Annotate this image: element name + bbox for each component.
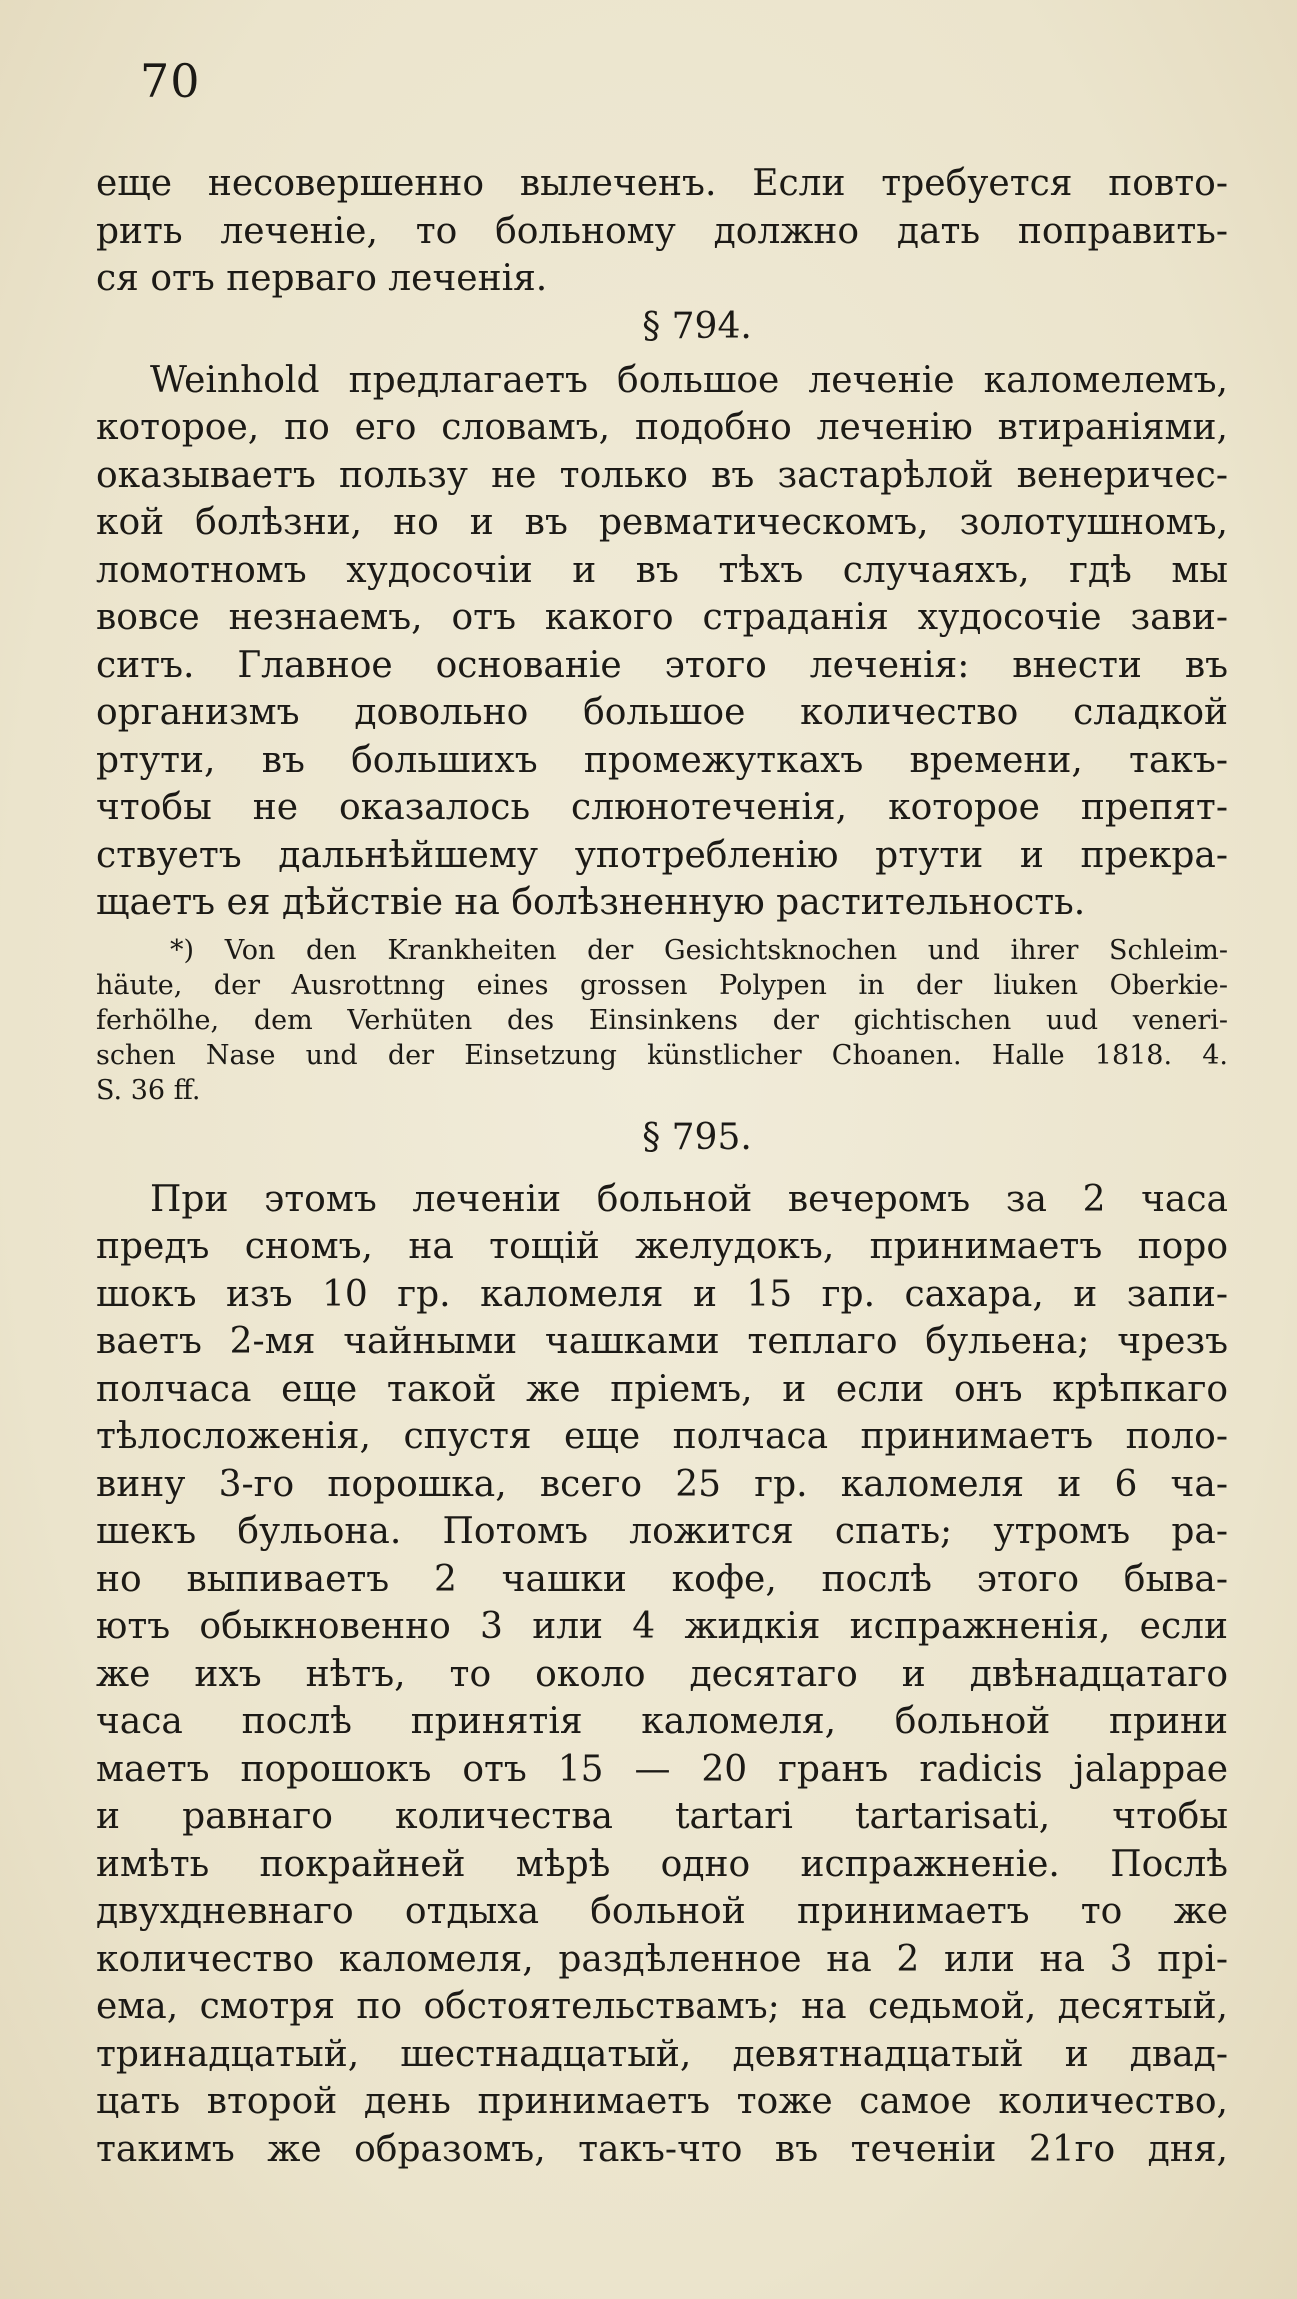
text-line: При этомъ леченіи больной вечеромъ за 2 часа xyxy=(150,1178,1228,1220)
footnote-line: häute, der Ausrottnng eines grossen Polypen in der liuken Oberkie- xyxy=(96,969,1228,1001)
text-line: ртути, въ большихъ промежуткахъ времени, такъ- xyxy=(96,739,1228,781)
text-line: но выпиваетъ 2 чашки кофе, послѣ этого быва- xyxy=(96,1558,1228,1600)
text-line: часа послѣ принятія каломеля, больной прини xyxy=(96,1701,1228,1742)
text-line: цать второй день принимаетъ тоже самое количество, xyxy=(96,2081,1228,2122)
footnote xyxy=(96,933,1228,1108)
text-line: организмъ довольно большое количество сладкой xyxy=(96,692,1228,733)
text-line: такимъ же образомъ, такъ-что въ теченіи 21го дня, xyxy=(96,2128,1228,2170)
text-line: и равнаго количества tartari tartarisati, чтобы xyxy=(96,1796,1228,1837)
section-heading-794: § 794. xyxy=(642,305,752,347)
text-line: ствуетъ дальнѣйшему употребленію ртути и прекра- xyxy=(96,834,1228,876)
text-line: ся отъ перваго леченія. xyxy=(96,258,548,299)
footnote-line: *) Von den Krankheiten der Gesichtsknochen und ihrer Schleim- xyxy=(170,934,1228,966)
text-line: оказываетъ пользу не только въ застарѣлой венеричес- xyxy=(96,454,1228,496)
text-line: ломотномъ худосочіи и въ тѣхъ случаяхъ, гдѣ мы xyxy=(96,549,1228,591)
paragraph-continuation xyxy=(96,160,1228,303)
section-795-text xyxy=(96,1176,1228,2174)
text-line: которое, по его словамъ, подобно леченію втираніями, xyxy=(96,407,1228,448)
text-line: количество каломеля, раздѣленное на 2 или на 3 прі- xyxy=(96,1938,1228,1980)
section-heading-795: § 795. xyxy=(642,1116,752,1158)
text-line: ютъ обыкновенно 3 или 4 жидкія испражненія, если xyxy=(96,1606,1228,1647)
text-line: ема, смотря по обстоятельствамъ; на седьмой, десятый, xyxy=(96,1986,1228,2027)
text-line: кой болѣзни, но и въ ревматическомъ, золотушномъ, xyxy=(96,502,1228,543)
page-number: 70 xyxy=(140,54,201,108)
footnote-line: schen Nase und der Einsetzung künstlicher Choanen. Halle 1818. 4. xyxy=(96,1039,1228,1071)
text-line: маетъ порошокъ отъ 15 — 20 гранъ radicis jalappae xyxy=(96,1748,1228,1790)
section-794-text xyxy=(96,357,1228,927)
footnote-line: ferhölhe, dem Verhüten des Einsinkens der gichtischen uud veneri- xyxy=(96,1004,1228,1036)
text-line: тринадцатый, шестнадцатый, девятнадцатый и двад- xyxy=(96,2033,1228,2075)
page-content xyxy=(96,160,1228,2173)
text-line: же ихъ нѣтъ, то около десятаго и двѣнадцатаго xyxy=(96,1653,1228,1695)
text-line: ваетъ 2-мя чайными чашками теплаго бульена; чрезъ xyxy=(96,1321,1228,1362)
text-line: двухдневнаго отдыха больной принимаетъ то же xyxy=(96,1891,1228,1932)
text-line: полчаса еще такой же пріемъ, и если онъ крѣпкаго xyxy=(96,1368,1228,1410)
text-line: тѣлосложенія, спустя еще полчаса принимаетъ поло- xyxy=(96,1416,1228,1457)
text-line: Weinhold предлагаетъ большое леченіе каломелемъ, xyxy=(150,359,1228,401)
text-line: ситъ. Главное основаніе этого леченія: внести въ xyxy=(96,644,1228,686)
text-line: рить леченіе, то больному должно дать поправить- xyxy=(96,210,1228,252)
text-line: еще несовершенно вылеченъ. Если требуется повто- xyxy=(96,163,1228,204)
text-line: шекъ бульона. Потомъ ложится спать; утромъ ра- xyxy=(96,1511,1228,1552)
text-line: вовсе незнаемъ, отъ какого страданія худосочіе зави- xyxy=(96,597,1228,638)
text-line: чтобы не оказалось слюнотеченія, которое препят- xyxy=(96,787,1228,828)
text-line: предъ сномъ, на тощій желудокъ, принимаетъ поро xyxy=(96,1226,1228,1267)
text-line: щаетъ ея дѣйствіе на болѣзненную растительность. xyxy=(96,882,1086,923)
text-line: имѣть покрайней мѣрѣ одно испражненіе. Послѣ xyxy=(96,1843,1228,1885)
text-line: шокъ изъ 10 гр. каломеля и 15 гр. сахара, и запи- xyxy=(96,1273,1228,1315)
text-line: вину 3-го порошка, всего 25 гр. каломеля и 6 ча- xyxy=(96,1463,1228,1505)
footnote-line: S. 36 ff. xyxy=(96,1074,201,1106)
